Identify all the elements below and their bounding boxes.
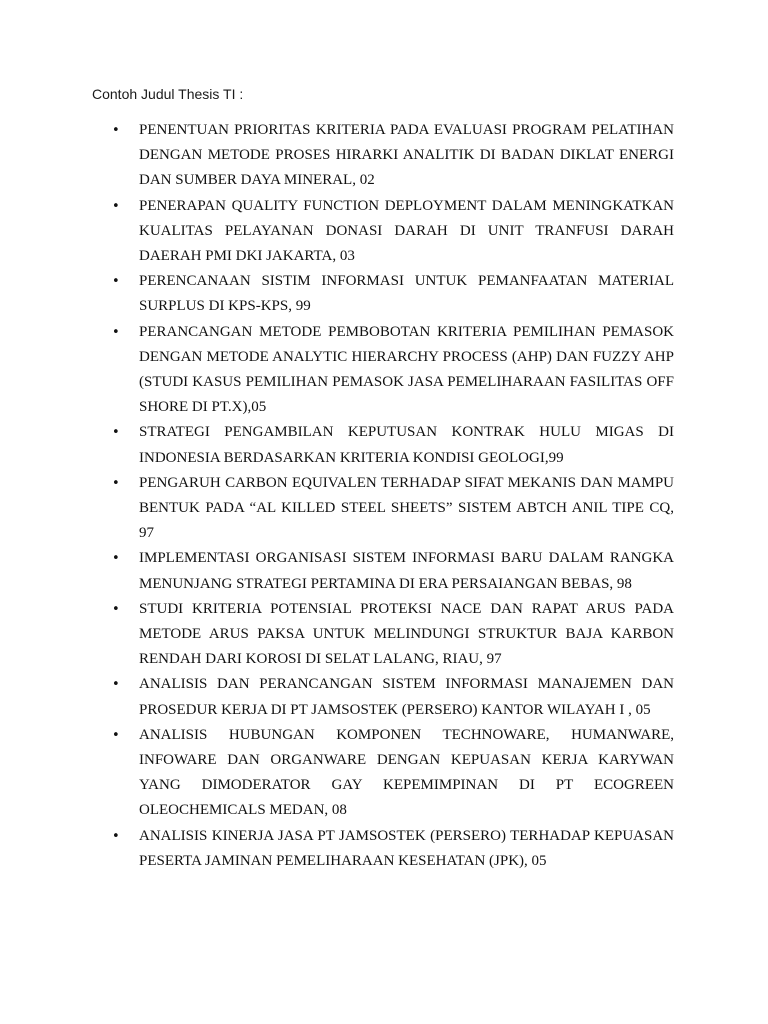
- thesis-title-text: PERENCANAAN SISTIM INFORMASI UNTUK PEMANFAATAN MATERIAL SURPLUS DI KPS-KPS, 99: [139, 273, 674, 315]
- thesis-title-item: [0, 269, 674, 319]
- thesis-title-item: [0, 420, 674, 470]
- thesis-title-item: [0, 194, 674, 270]
- thesis-title-text: PERANCANGAN METODE PEMBOBOTAN KRITERIA PEMILIHAN PEMASOK DENGAN METODE ANALYTIC HIERARCHY PROCESS (AHP) DAN FUZZY AHP (STUDI KASUS PEMILIHAN PEMASOK JASA PEMELIHARAAN FASILITAS OFF SHORE DI PT.X),05: [139, 323, 674, 416]
- thesis-title-text: STRATEGI PENGAMBILAN KEPUTUSAN KONTRAK HULU MIGAS DI INDONESIA BERDASARKAN KRITERIA KONDISI GEOLOGI,99: [139, 424, 674, 466]
- thesis-title-item: [0, 320, 674, 421]
- thesis-title-text: STUDI KRITERIA POTENSIAL PROTEKSI NACE DAN RAPAT ARUS PADA METODE ARUS PAKSA UNTUK MELINDUNGI STRUKTUR BAJA KARBON RENDAH DARI KOROSI DI SELAT LALANG, RIAU, 97: [139, 600, 674, 668]
- bullet-icon: •: [112, 274, 120, 290]
- thesis-title-text: PENERAPAN QUALITY FUNCTION DEPLOYMENT DALAM MENINGKATKAN KUALITAS PELAYANAN DONASI DARAH DI UNIT TRANFUSI DARAH DAERAH PMI DKI JAKARTA, 03: [139, 197, 674, 265]
- thesis-title-text: ANALISIS DAN PERANCANGAN SISTEM INFORMASI MANAJEMEN DAN PROSEDUR KERJA DI PT JAMSOSTEK (PERSERO) KANTOR WILAYAH I , 05: [139, 676, 674, 718]
- thesis-title-text: IMPLEMENTASI ORGANISASI SISTEM INFORMASI BARU DALAM RANGKA MENUNJANG STRATEGI PERTAMINA DI ERA PERSAIANGAN BEBAS, 98: [139, 550, 674, 592]
- bullet-icon: •: [112, 601, 120, 617]
- bullet-icon: •: [112, 123, 120, 138]
- bullet-icon: •: [112, 198, 120, 214]
- bullet-icon: •: [112, 677, 120, 693]
- thesis-title-item: [0, 471, 674, 547]
- bullet-icon: •: [112, 828, 120, 844]
- bullet-icon: •: [112, 324, 120, 340]
- thesis-title-text: ANALISIS HUBUNGAN KOMPONEN TECHNOWARE, HUMANWARE, INFOWARE DAN ORGANWARE DENGAN KEPUASAN KERJA KARYWAN YANG DIMODERATOR GAY KEPEMIMPINAN DI PT ECOGREEN OLEOCHEMICALS MEDAN, 08: [139, 726, 674, 819]
- thesis-title-text: PENENTUAN PRIORITAS KRITERIA PADA EVALUASI PROGRAM PELATIHAN DENGAN METODE PROSES HIRARKI ANALITIK DI BADAN DIKLAT ENERGI DAN SUMBER DAYA MINERAL, 02: [139, 122, 674, 189]
- thesis-title-item: [0, 118, 674, 194]
- bullet-icon: •: [112, 425, 120, 441]
- bullet-icon: •: [112, 551, 120, 567]
- thesis-title-item: [0, 597, 674, 673]
- thesis-title-item: [0, 723, 674, 824]
- thesis-title-item: [0, 824, 674, 874]
- document-heading: Contoh Judul Thesis TI :: [92, 86, 244, 102]
- bullet-icon: •: [112, 475, 120, 491]
- thesis-title-text: ANALISIS KINERJA JASA PT JAMSOSTEK (PERSERO) TERHADAP KEPUASAN PESERTA JAMINAN PEMELIHARAAN KESEHATAN (JPK), 05: [139, 827, 674, 869]
- thesis-title-item: [0, 546, 674, 596]
- thesis-title-item: [0, 672, 674, 722]
- thesis-title-list: [0, 118, 768, 874]
- thesis-title-text: PENGARUH CARBON EQUIVALEN TERHADAP SIFAT MEKANIS DAN MAMPU BENTUK PADA “AL KILLED STEEL SHEETS” SISTEM ABTCH ANIL TIPE CQ, 97: [139, 474, 674, 542]
- bullet-icon: •: [112, 727, 120, 743]
